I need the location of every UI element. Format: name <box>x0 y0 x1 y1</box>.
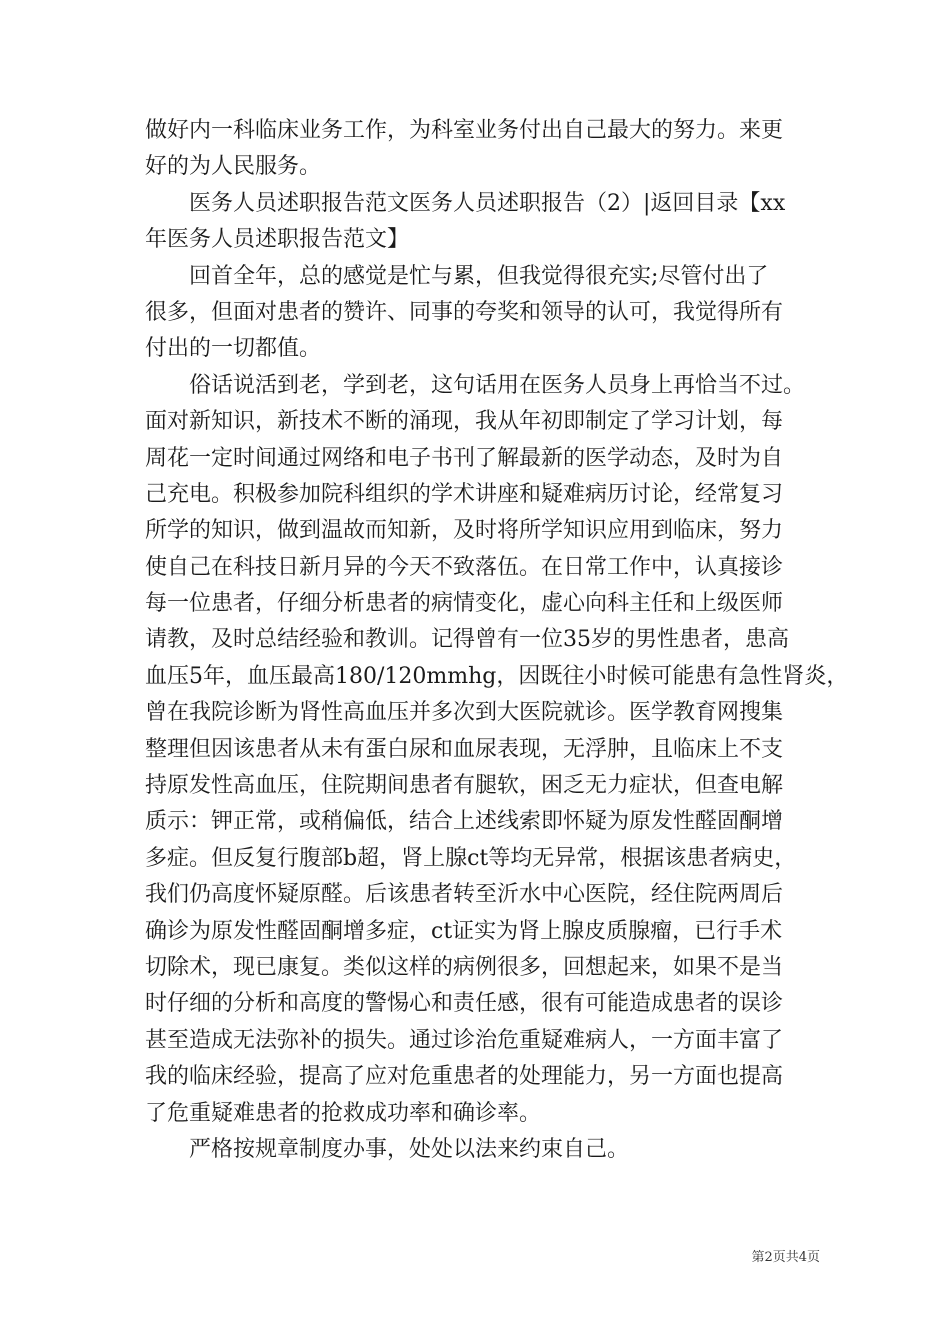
text-line: 周花一定时间通过网络和电子书刊了解最新的医学动态，及时为自 <box>145 445 784 471</box>
text-line: 确诊为原发性醛固酮增多症，ct证实为肾上腺皮质腺瘤，已行手术 <box>145 918 783 944</box>
text-line: 多症。但反复行腹部b超，肾上腺ct等均无异常，根据该患者病史， <box>145 845 797 871</box>
text-line: 每一位患者，仔细分析患者的病情变化，虚心向科主任和上级医师 <box>145 591 784 617</box>
text-line: 付出的一切都值。 <box>145 336 322 362</box>
text-line: 甚至造成无法弥补的损失。通过诊治危重疑难病人，一方面丰富了 <box>145 1027 784 1053</box>
text-line: 做好内一科临床业务工作，为科室业务付出自己最大的努力。来更 <box>145 118 784 143</box>
text-line: 面对新知识，新技术不断的涌现，我从年初即制定了学习计划，每 <box>145 409 784 435</box>
text-line: 切除术，现已康复。类似这样的病例很多，回想起来，如果不是当 <box>145 954 784 980</box>
text-line: 所学的知识，做到温故而知新，及时将所学知识应用到临床，努力 <box>145 518 784 544</box>
paragraph-section-heading <box>145 186 825 259</box>
paragraph-review <box>145 259 825 368</box>
text-line: 我的临床经验，提高了应对危重患者的处理能力，另一方面也提高 <box>145 1064 784 1090</box>
section-heading-line[interactable]: 医务人员述职报告范文医务人员述职报告（2）|返回目录【xx <box>189 190 786 216</box>
text-line: 使自己在科技日新月异的今天不致落伍。在日常工作中，认真接诊 <box>145 554 784 580</box>
text-line: 我们仍高度怀疑原醛。后该患者转至沂水中心医院，经住院两周后 <box>145 882 784 908</box>
text-line: 了危重疑难患者的抢救成功率和确诊率。 <box>145 1100 542 1126</box>
text-line: 质示：钾正常，或稍偏低，结合上述线索即怀疑为原发性醛固酮增 <box>145 809 784 835</box>
section-heading-line: 年医务人员述职报告范文】 <box>145 227 410 253</box>
paragraph-rules <box>145 1132 825 1168</box>
paragraph-continuation <box>145 113 825 186</box>
text-line: 请教，及时总结经验和教训。记得曾有一位35岁的男性患者，患高 <box>145 627 789 653</box>
text-line: 曾在我院诊断为肾性高血压并多次到大医院就诊。医学教育网搜集 <box>145 700 784 726</box>
text-line: 俗话说活到老，学到老，这句话用在医务人员身上再恰当不过。 <box>189 372 806 398</box>
page-number-footer: 第2页共4页 <box>751 1250 820 1265</box>
text-line: 很多，但面对患者的赞许、同事的夸奖和领导的认可，我觉得所有 <box>145 299 784 325</box>
text-line: 己充电。积极参加院科组织的学术讲座和疑难病历讨论，经常复习 <box>145 481 784 507</box>
text-line: 持原发性高血压，住院期间患者有腿软，困乏无力症状，但查电解 <box>145 773 784 799</box>
text-line: 时仔细的分析和高度的警惕心和责任感，很有可能造成患者的误诊 <box>145 991 784 1017</box>
text-line: 严格按规章制度办事，处处以法来约束自己。 <box>189 1136 630 1162</box>
text-line: 整理但因该患者从未有蛋白尿和血尿表现，无浮肿，且临床上不支 <box>145 736 784 762</box>
text-line: 血压5年，血压最高180/120mmhg，因既往小时候可能患有急性肾炎， <box>145 663 849 689</box>
text-line: 好的为人民服务。 <box>145 154 322 180</box>
document-body <box>145 113 849 1168</box>
text-line: 回首全年，总的感觉是忙与累，但我觉得很充实;尽管付出了 <box>189 263 769 289</box>
paragraph-case-study <box>145 368 849 1132</box>
